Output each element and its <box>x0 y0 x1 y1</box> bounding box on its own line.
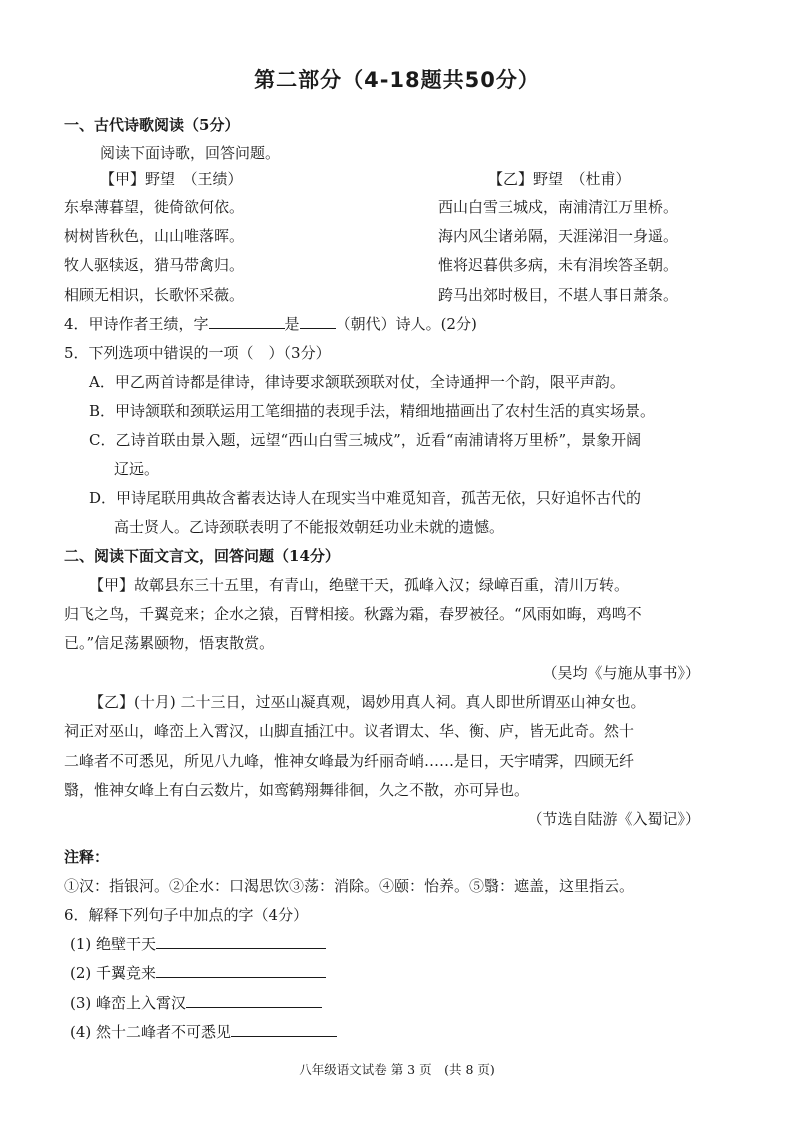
part1-heading: 一、古代诗歌阅读（5分） <box>64 116 240 134</box>
part2-heading: 二、阅读下面文言文，回答问题（14分） <box>64 547 340 565</box>
q6-item <box>70 992 322 1014</box>
q4-mid: 是 <box>284 315 300 333</box>
q6-item-text: (2) 千翼竞来 <box>70 964 157 982</box>
answer-blank[interactable] <box>186 993 322 1008</box>
poem-b-line: 跨马出郊时极目，不堪人事日萧条。 <box>438 286 679 304</box>
poem-a-line: 牧人驱犊返，猎马带禽归。 <box>64 256 245 274</box>
part1-instruction: 阅读下面诗歌，回答问题。 <box>100 144 281 162</box>
text-a-line: 【甲】故鄣县东三十五里，有青山，绝壁干天，孤峰入汉；绿嶂百重，清川万转。 <box>89 576 630 594</box>
text-b-line: 【乙】(十月) 二十三日，过巫山凝真观，谒妙用真人祠。真人即世所谓巫山神女也。 <box>89 693 646 711</box>
option-d-cont: 高士贤人。乙诗颈联表明了不能报效朝廷功业未就的遗憾。 <box>114 518 505 536</box>
notes-text: ①汉：指银河。②企水：口渴思饮③荡：消除。④颐：怡养。⑤翳：遮盖，这里指云。 <box>64 877 635 895</box>
text-a-line: 归飞之鸟，千翼竞来；企水之猿，百臂相接。秋露为霜，春罗被径。“风雨如晦，鸡鸣不 <box>64 605 642 623</box>
q4-prefix: 4．甲诗作者王绩，字 <box>64 315 209 333</box>
answer-blank[interactable] <box>231 1022 337 1037</box>
question-5-stem: 5．下列选项中错误的一项（ ）（3分） <box>64 344 331 362</box>
text-a-line: 已。”信足荡累颐物，悟衷散赏。 <box>64 634 275 652</box>
text-b-line: 二峰者不可悉见，所见八九峰，惟神女峰最为纤丽奇峭……是日，天宇晴霁，四顾无纤 <box>64 752 635 770</box>
q6-item <box>70 962 326 984</box>
q6-item <box>70 1021 337 1043</box>
q6-item-text: (4) 然十二峰者不可悉见 <box>70 1023 232 1041</box>
poem-b-line: 惟将迟暮供多病，未有涓埃答圣朝。 <box>438 256 679 274</box>
notes-heading: 注释： <box>64 848 110 866</box>
q6-item-text: (1) 绝壁干天 <box>70 935 157 953</box>
option-c-cont: 辽远。 <box>114 460 160 478</box>
poem-a-line: 东皋薄暮望，徙倚欲何依。 <box>64 198 245 216</box>
poem-a-line: 树树皆秋色，山山唯落晖。 <box>64 227 245 245</box>
option-d: D．甲诗尾联用典故含蓄表达诗人在现实当中难觅知音，孤苦无依，只好追怀古代的 <box>89 489 642 507</box>
section-title: 第二部分（4-18题共50分） <box>254 68 540 92</box>
option-c: C．乙诗首联由景入题，远望“西山白雪三城戍”，近看“南浦请将万里桥”，景象开阔 <box>89 431 642 449</box>
option-b: B．甲诗颔联和颈联运用工笔细描的表现手法，精细地描画出了农村生活的真实场景。 <box>89 402 656 420</box>
poem-b-line: 西山白雪三城戍，南浦清江万里桥。 <box>438 198 679 216</box>
source-a: （吴均《与施从事书》） <box>542 664 700 682</box>
page-footer: 八年级语文试卷 第 3 页 (共 8 页) <box>299 1062 495 1077</box>
question-4 <box>64 313 477 335</box>
poem-b-title: 【乙】野望 （杜甫） <box>488 170 631 188</box>
answer-blank[interactable] <box>209 314 285 329</box>
option-a: A．甲乙两首诗都是律诗，律诗要求颔联颈联对仗，全诗通押一个韵，限平声韵。 <box>89 373 625 391</box>
answer-blank[interactable] <box>300 314 336 329</box>
answer-blank[interactable] <box>156 934 326 949</box>
poem-a-title: 【甲】野望 （王绩） <box>100 170 243 188</box>
poem-a-line: 相顾无相识，长歌怀采薇。 <box>64 286 245 304</box>
poem-b-line: 海内风尘诸弟隔，天涯涕泪一身遥。 <box>438 227 679 245</box>
source-b: （节选自陆游《入蜀记》） <box>527 810 700 828</box>
q6-item-text: (3) 峰峦上入霄汉 <box>70 994 187 1012</box>
answer-blank[interactable] <box>156 963 326 978</box>
question-6-stem: 6．解释下列句子中加点的字（4分） <box>64 906 309 924</box>
text-b-line: 祠正对巫山，峰峦上入霄汉，山脚直插江中。议者谓太、华、衡、庐，皆无此奇。然十 <box>64 722 635 740</box>
q6-item <box>70 933 326 955</box>
text-b-line: 翳，惟神女峰上有白云数片，如鸾鹤翔舞徘徊，久之不散，亦可异也。 <box>64 781 530 799</box>
q4-suffix: （朝代）诗人。(2分) <box>335 315 477 333</box>
